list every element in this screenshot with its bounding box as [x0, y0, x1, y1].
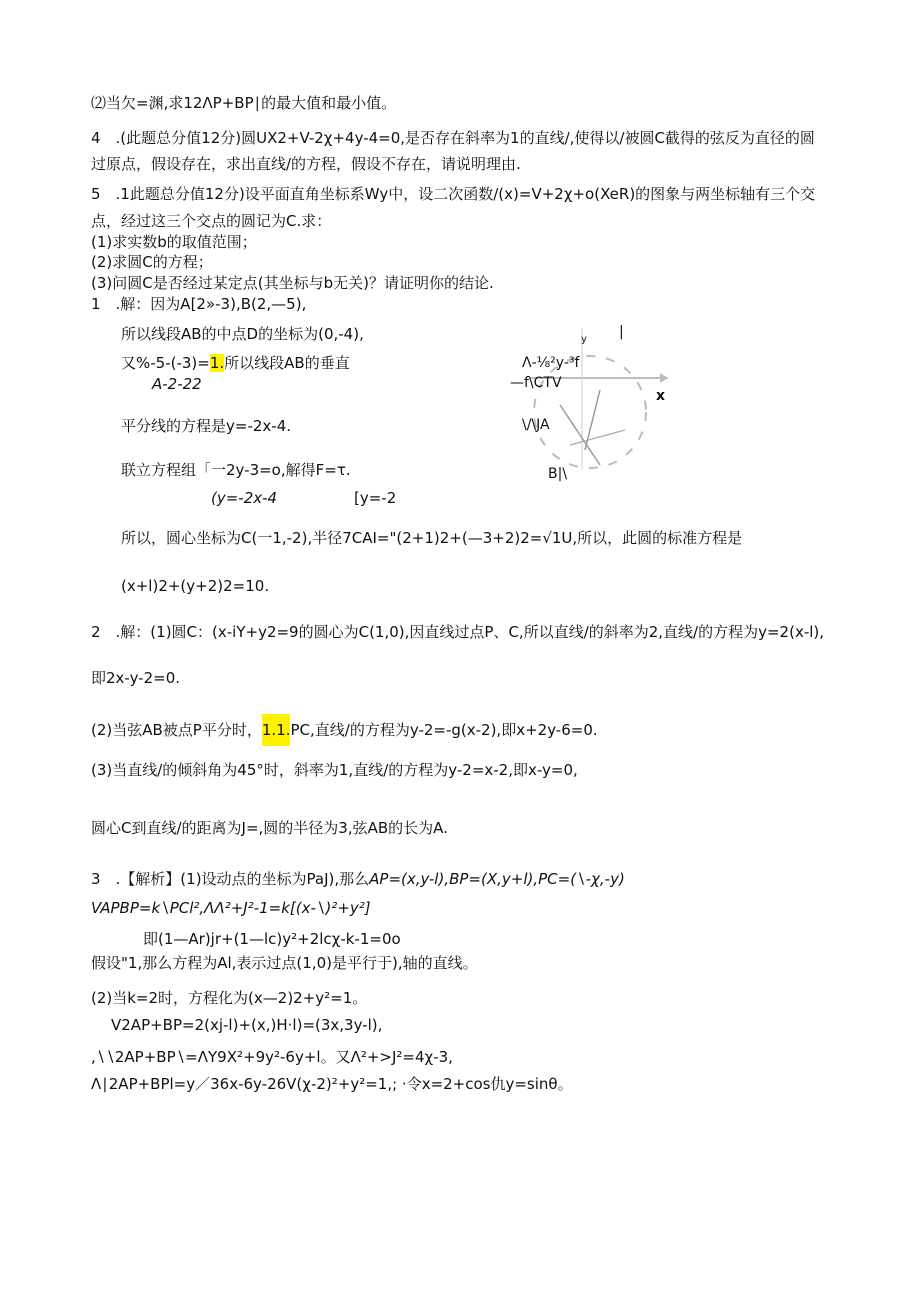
figure-bar: | — [619, 324, 624, 340]
figure-label-b: B|\ — [548, 466, 568, 482]
solution-2-line-1: 2 .解：(1)圆C：(x-iY+y2=9的圆心为C(1,0),因直线过点P、C,所以直线/的斜率为2,直线/的方程为y=2(x-l), — [91, 623, 825, 641]
figure-label-2: —f\CTV — [510, 375, 562, 391]
solution-3-text: 3 .【解析】(1)设动点的坐标为PaJ),那么 — [91, 870, 370, 888]
solution-3-line-5: (2)当k=2时，方程化为(x—2)2+y²=1。 — [91, 989, 368, 1007]
solution-2-line-2: 即2x-y-2=0. — [91, 669, 181, 687]
highlighted-value: 1. — [209, 354, 225, 372]
problem-4-line-2: 过原点，假设存在，求出直线/的方程，假设不存在，请说明理由. — [91, 155, 521, 173]
solution-2-text-end: PC,直线/的方程为y-2=-g(x-2),即x+2y-6=0. — [290, 721, 598, 739]
problem-5-line-1: 5 .1此题总分值12分)设平面直角坐标系Wy中，设二次函数/(x)=V+2χ+o(XeR)的图象与两坐标轴有三个交 — [91, 185, 816, 203]
solution-2-text: (2)当弦AB被点P平分时， — [91, 721, 262, 739]
problem-5-question-3: (3)问圆C是否经过某定点(其坐标与b无关)？请证明你的结论. — [91, 274, 494, 292]
y-axis-label: y — [581, 334, 587, 345]
slope-text-end: 所以线段AB的垂直 — [224, 354, 350, 372]
solution-1-center-radius: 所以，圆心坐标为C(一1,-2),半径7CAI="(2+1)2+(—3+2)2=√1U,所以，此圆的标准方程是 — [121, 529, 743, 547]
highlighted-value: 1.1. — [262, 714, 291, 746]
figure-label-3: \/\JA — [522, 417, 550, 433]
solution-3-line-1 — [91, 869, 625, 889]
problem-3-part-2: ⑵当欠=渊,求12ΛP+BP∣的最大值和最小值。 — [91, 94, 397, 112]
solution-3-line-3: 即(1—Ar)jr+(1—lc)y²+2lcχ-k-1=0o — [143, 930, 401, 948]
bisector-line — [585, 390, 600, 450]
solution-3-line-7: ,∖∖2AP+BP∖=ΛY9X²+9y²-6y+l。又Λ²+>J²=4χ-3, — [91, 1048, 453, 1066]
solution-1-system-eq: (y=-2x-4 — [211, 489, 278, 507]
x-axis-arrow — [660, 373, 668, 383]
coordinate-figure — [500, 320, 690, 490]
solution-1-slope-line — [121, 353, 350, 373]
problem-5-question-2: (2)求圆C的方程； — [91, 253, 213, 271]
figure-graphic — [500, 320, 690, 490]
x-axis-label: x — [656, 388, 666, 404]
problem-5-line-2: 点，经过这三个交点的圆记为C.求： — [91, 212, 332, 230]
solution-1-system-result: [y=-2 — [354, 489, 397, 507]
solution-1-system: 联立方程组「一2y-3=o,解得F=τ. — [121, 461, 351, 479]
figure-label-1: Λ-⅛²y-³f — [522, 355, 580, 371]
solution-2-line-3 — [91, 714, 598, 746]
solution-1-circle-equation: (x+l)2+(y+2)2=10. — [121, 577, 270, 595]
solution-1-heading: 1 .解：因为A[2»-3),B(2,—5), — [91, 295, 307, 313]
solution-3-line-8: Λ∣2AP+BPl=y／36x-6y-26V(χ-2)²+y²=1,; ·令x=2+cos仇y=sinθ。 — [91, 1075, 573, 1093]
problem-4-line-1: 4 .(此题总分值12分)圆UX2+V-2χ+4y-4=0,是否存在斜率为1的直线/,使得以/被圆C截得的弦反为直径的圆 — [91, 129, 815, 147]
solution-3-vectors: AP=(x,y-l),BP=(X,y+l),PC=(∖-χ,-y) — [369, 870, 625, 888]
solution-1-fraction: A-2-22 — [152, 375, 202, 393]
slope-text: 又%-5-(-3)= — [121, 354, 210, 372]
solution-3-line-6: V2AP+BP=2(xj-l)+(x,)H·l)=(3x,3y-l), — [111, 1016, 383, 1034]
solution-2-line-5: 圆心C到直线/的距离为J=,圆的半径为3,弦AB的长为A. — [91, 819, 448, 837]
solution-3-line-2: VAPBP=k∖PCl²,ΛΛ²+J²-1=k[(x-∖)²+y²] — [91, 899, 371, 917]
problem-5-question-1: (1)求实数b的取值范围； — [91, 233, 257, 251]
solution-1-bisector: 平分线的方程是y=-2x-4. — [121, 417, 292, 435]
solution-3-line-4: 假设"1,那么方程为Al,表示过点(1,0)是平行于),轴的直线。 — [91, 954, 478, 972]
solution-1-midpoint: 所以线段AB的中点D的坐标为(0,-4), — [121, 325, 364, 343]
solution-2-line-4: (3)当直线/的倾斜角为45°时，斜率为1,直线/的方程为y-2=x-2,即x-y=0, — [91, 761, 578, 779]
